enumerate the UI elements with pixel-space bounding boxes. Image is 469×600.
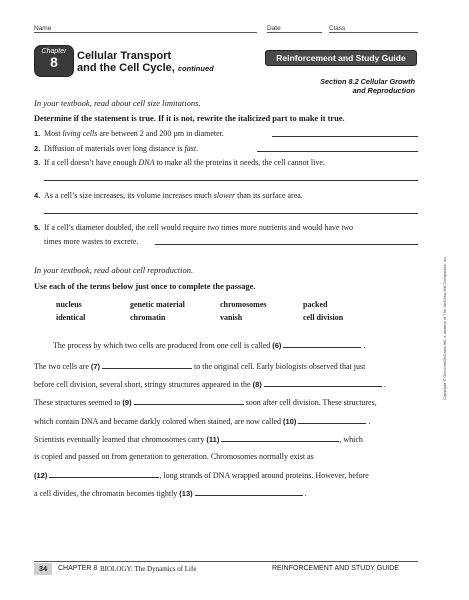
question-3-text-end: to make all the proteins it needs, the cell cannot live. xyxy=(154,158,325,167)
question-1-italic: living cells xyxy=(62,129,98,138)
blank-8-line[interactable] xyxy=(264,379,382,387)
question-4-number: 4. xyxy=(34,191,41,200)
answer-1-line[interactable] xyxy=(272,136,418,137)
passage-line-6 xyxy=(34,434,363,444)
passage-text: soon after cell division. These structures, xyxy=(243,398,377,407)
term-cell-division: cell division xyxy=(303,313,344,322)
question-2-number: 2. xyxy=(34,144,41,153)
passage-text: The two cells are xyxy=(34,362,91,371)
page-number: 34 xyxy=(34,563,52,575)
section-title xyxy=(320,77,415,95)
reinforcement-banner: Reinforcement and Study Guide xyxy=(265,50,417,66)
chapter-tab xyxy=(34,45,74,77)
question-3-number: 3. xyxy=(34,158,41,167)
passage-line-7: is copied and passed on from generation to generation. Chromosomes normally exist as xyxy=(34,452,314,461)
passage-line-1: The process by which two cells are produced from one cell is called (6) . xyxy=(53,341,366,350)
passage-text: to the original cell. Early biologists observed that just xyxy=(192,362,366,371)
blank-8-number: (8) xyxy=(252,380,262,389)
passage-line-8 xyxy=(34,470,369,480)
blank-9-number: (9) xyxy=(122,398,132,407)
chapter-word: Chapter xyxy=(41,48,67,55)
part2-instruction: Use each of the terms below just once to complete the passage. xyxy=(34,282,256,291)
term-chromosomes: chromosomes xyxy=(220,300,267,309)
question-3-text: If a cell doesn’t have enough xyxy=(44,158,139,167)
blank-13-number: (13) xyxy=(179,489,193,498)
chapter-title-line2: and the Cell Cycle, xyxy=(77,62,175,74)
question-4-text: As a cell’s size increases, its volume increases much xyxy=(44,191,214,200)
part2-intro: In your textbook, read about cell reproduction. xyxy=(34,265,194,275)
passage-line-2 xyxy=(34,361,365,371)
question-4-text-end: than its surface area. xyxy=(235,191,303,200)
blank-12-number: (12) xyxy=(34,471,48,480)
blank-11-line[interactable] xyxy=(221,434,339,442)
blank-7-number: (7) xyxy=(90,362,101,371)
passage-text: , which xyxy=(339,435,363,444)
passage-line-5: which contain DNA and became darkly colored when stained, are now called (10) . xyxy=(34,417,371,426)
blank-6-number: (6) xyxy=(272,341,282,350)
term-packed: packed xyxy=(303,300,328,309)
blank-13-line[interactable] xyxy=(195,488,303,496)
blank-11-number: (11) xyxy=(206,435,220,444)
name-field-line[interactable] xyxy=(34,32,257,33)
question-5 xyxy=(34,222,353,233)
term-genetic-material: genetic material xyxy=(130,300,185,309)
footer-rule xyxy=(34,561,418,562)
passage-text: which contain DNA and became darkly colored when stained, are now called xyxy=(34,417,284,426)
passage-line-9: a cell divides, the chromatin becomes tightly (13) . xyxy=(34,489,307,498)
passage-line-3: before cell division, several short, stringy structures appeared in the (8) . xyxy=(34,380,386,389)
question-2 xyxy=(34,143,198,154)
blank-7-line[interactable] xyxy=(102,361,192,369)
name-label: Name xyxy=(34,25,52,32)
term-vanish: vanish xyxy=(220,313,243,322)
part1-instruction: Determine if the statement is true. If it is not, rewrite the italicized part to make it true. xyxy=(34,114,345,123)
question-5-text-mid: times more nutrients and would have xyxy=(219,223,342,232)
section-title-line2: and Reproduction xyxy=(352,86,415,95)
blank-9-line[interactable] xyxy=(134,397,244,405)
passage-text: Scientists eventually learned that chromosomes carry xyxy=(34,435,207,444)
section-title-line1: Section 8.2 Cellular Growth xyxy=(320,77,415,86)
footer-guide-title: REINFORCEMENT AND STUDY GUIDE xyxy=(272,565,399,572)
question-1-number: 1. xyxy=(34,129,41,138)
passage-text: The process by which two cells are produced from one cell is called xyxy=(53,341,273,350)
part1-intro: In your textbook, read about cell size limitations. xyxy=(34,98,201,108)
term-nucleus: nucleus xyxy=(56,300,82,309)
question-3 xyxy=(34,157,325,168)
chapter-number: 8 xyxy=(50,54,58,70)
question-1-text: Most xyxy=(44,129,63,138)
chapter-title-continued: continued xyxy=(177,64,214,73)
chapter-title xyxy=(77,50,214,75)
answer-5-line[interactable] xyxy=(155,244,418,245)
answer-4-line[interactable] xyxy=(44,213,418,214)
class-label: Class xyxy=(329,25,346,32)
footer-chapter: CHAPTER 8 xyxy=(58,565,98,572)
question-5-number: 5. xyxy=(34,223,41,232)
passage-text: a cell divides, the chromatin becomes tightly xyxy=(34,489,180,498)
passage-line-4 xyxy=(34,397,377,407)
question-5-text: If a cell’s diameter doubled, the cell would require xyxy=(44,223,208,232)
question-5-line2: times more wastes to excrete. xyxy=(44,237,139,246)
passage-text: , long strands of DNA wrapped around proteins. However, before xyxy=(159,471,369,480)
question-4 xyxy=(34,190,303,201)
passage-text: These structures seemed to xyxy=(34,398,123,407)
question-1 xyxy=(34,128,224,139)
copyright-notice: Copyright © Glencoe/McGraw-Hill, a division of The McGraw-Hill Companies, Inc. xyxy=(442,255,447,400)
class-field-line[interactable] xyxy=(329,32,418,33)
question-2-italic: fast xyxy=(184,144,197,153)
question-4-italic: slower xyxy=(213,191,236,200)
footer-book-title: BIOLOGY: The Dynamics of Life xyxy=(100,565,197,573)
term-identical: identical xyxy=(56,313,86,322)
blank-12-line[interactable] xyxy=(49,470,159,478)
passage-text: before cell division, several short, stringy structures appeared in the xyxy=(34,380,253,389)
question-2-text-end: . xyxy=(196,144,199,153)
question-1-text-end: are between 2 and 200 µm in diameter. xyxy=(97,129,224,138)
answer-2-line[interactable] xyxy=(257,151,418,152)
question-5-italic: two xyxy=(207,223,220,232)
answer-3-line[interactable] xyxy=(44,180,418,181)
term-chromatin: chromatin xyxy=(130,313,166,322)
question-3-italic: DNA xyxy=(138,158,155,167)
blank-10-line[interactable] xyxy=(298,416,366,424)
question-2-text: Diffusion of materials over long distance is xyxy=(44,144,185,153)
question-5-italic-2: two xyxy=(341,223,354,232)
date-label: Date xyxy=(267,25,281,32)
blank-6-line[interactable] xyxy=(283,340,361,348)
chapter-title-line1: Cellular Transport xyxy=(77,50,172,62)
date-field-line[interactable] xyxy=(267,32,322,33)
blank-10-number: (10) xyxy=(283,417,297,426)
